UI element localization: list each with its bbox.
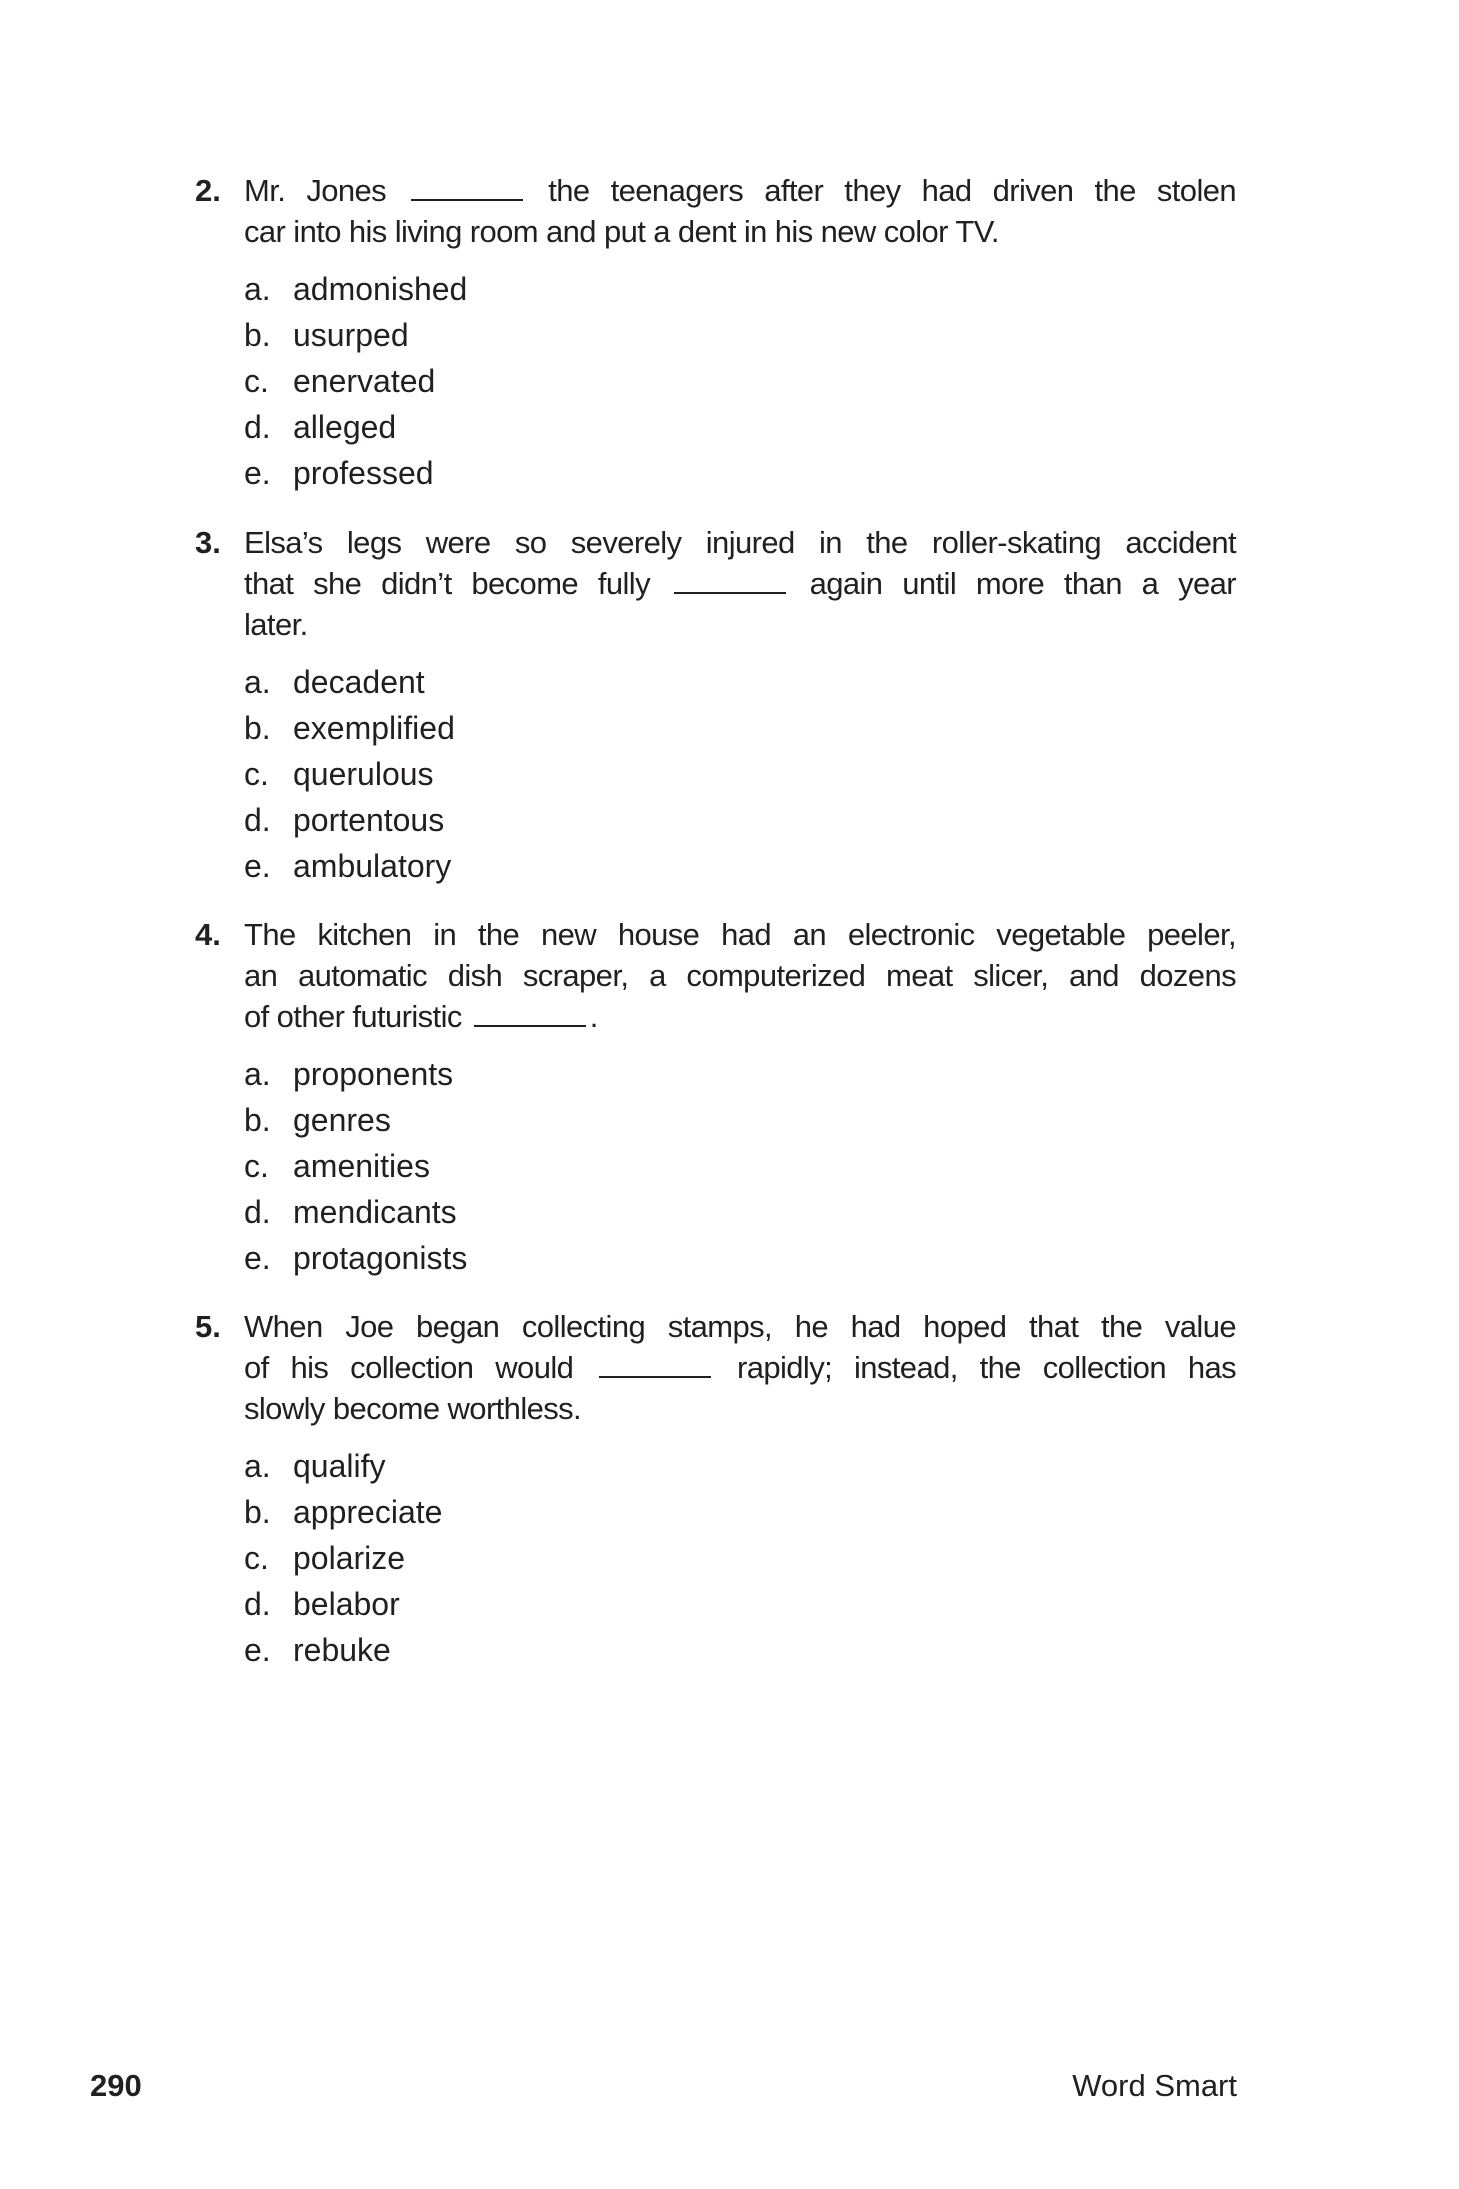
answer-option bbox=[244, 751, 455, 797]
stem-text: an automatic dish scraper, a computerized meat slicer, and dozens bbox=[244, 958, 1236, 993]
option-text: exemplified bbox=[293, 710, 455, 746]
option-label: a. bbox=[244, 1056, 271, 1092]
answer-blank bbox=[474, 999, 586, 1027]
option-label: b. bbox=[244, 1102, 271, 1138]
book-title: Word Smart bbox=[1072, 2068, 1237, 2103]
answer-option bbox=[244, 1627, 442, 1673]
option-label: d. bbox=[244, 1586, 271, 1622]
stem-line bbox=[244, 211, 1236, 252]
question-number: 3. bbox=[195, 525, 221, 560]
question-number: 4. bbox=[195, 917, 221, 952]
option-text: mendicants bbox=[293, 1194, 457, 1230]
answer-blank bbox=[599, 1350, 711, 1378]
answer-option bbox=[244, 1235, 467, 1281]
option-text: enervated bbox=[293, 363, 436, 399]
option-label: c. bbox=[244, 756, 269, 792]
stem-text: again until more than a year bbox=[809, 566, 1236, 601]
answer-option bbox=[244, 266, 467, 312]
stem-line bbox=[244, 1347, 1236, 1388]
answer-option bbox=[244, 1489, 442, 1535]
option-label: e. bbox=[244, 455, 271, 491]
stem-line bbox=[244, 604, 1236, 645]
stem-line bbox=[244, 1306, 1236, 1347]
option-text: proponents bbox=[293, 1056, 454, 1092]
stem-text: Mr. Jones bbox=[244, 173, 387, 208]
question-stem bbox=[244, 1306, 1236, 1429]
answer-options bbox=[244, 1051, 467, 1281]
stem-text: rapidly; instead, the collection has bbox=[736, 1350, 1236, 1385]
page-number: 290 bbox=[90, 2068, 142, 2103]
answer-option bbox=[244, 705, 455, 751]
answer-option bbox=[244, 358, 467, 404]
option-label: c. bbox=[244, 363, 269, 399]
option-label: a. bbox=[244, 1448, 271, 1484]
option-label: e. bbox=[244, 1240, 271, 1276]
option-text: amenities bbox=[293, 1148, 430, 1184]
answer-option bbox=[244, 312, 467, 358]
answer-option bbox=[244, 1443, 442, 1489]
option-text: rebuke bbox=[293, 1632, 391, 1668]
option-text: usurped bbox=[293, 317, 409, 353]
answer-option bbox=[244, 659, 455, 705]
option-label: d. bbox=[244, 802, 271, 838]
stem-line bbox=[244, 996, 1236, 1037]
option-label: e. bbox=[244, 1632, 271, 1668]
option-text: protagonists bbox=[293, 1240, 468, 1276]
option-label: a. bbox=[244, 664, 271, 700]
option-label: e. bbox=[244, 848, 271, 884]
question-number: 5. bbox=[195, 1309, 221, 1344]
question-stem bbox=[244, 914, 1236, 1037]
answer-option bbox=[244, 1051, 467, 1097]
option-label: b. bbox=[244, 710, 271, 746]
stem-text: When Joe began collecting stamps, he had hoped that the value bbox=[244, 1309, 1236, 1344]
stem-line bbox=[244, 1388, 1236, 1429]
option-text: ambulatory bbox=[293, 848, 452, 884]
stem-text: The kitchen in the new house had an electronic vegetable peeler, bbox=[244, 917, 1236, 952]
stem-text: that she didn’t become fully bbox=[244, 566, 650, 601]
answer-blank bbox=[411, 173, 523, 201]
answer-blank bbox=[674, 566, 786, 594]
question-number: 2. bbox=[195, 173, 221, 208]
answer-option bbox=[244, 1535, 442, 1581]
answer-option bbox=[244, 1189, 467, 1235]
question-stem bbox=[244, 170, 1236, 252]
stem-text: of other futuristic bbox=[244, 999, 462, 1034]
option-text: genres bbox=[293, 1102, 391, 1138]
option-text: professed bbox=[293, 455, 434, 491]
option-label: b. bbox=[244, 1494, 271, 1530]
option-label: d. bbox=[244, 409, 271, 445]
stem-line bbox=[244, 563, 1236, 604]
answer-option bbox=[244, 404, 467, 450]
stem-text: car into his living room and put a dent in his new color TV. bbox=[244, 214, 999, 249]
option-label: c. bbox=[244, 1540, 269, 1576]
option-text: decadent bbox=[293, 664, 425, 700]
option-text: alleged bbox=[293, 409, 397, 445]
answer-options bbox=[244, 1443, 442, 1673]
answer-option bbox=[244, 843, 455, 889]
option-label: b. bbox=[244, 317, 271, 353]
option-text: admonished bbox=[293, 271, 468, 307]
stem-line bbox=[244, 522, 1236, 563]
option-text: portentous bbox=[293, 802, 445, 838]
option-label: c. bbox=[244, 1148, 269, 1184]
stem-line bbox=[244, 955, 1236, 996]
stem-text: of his collection would bbox=[244, 1350, 574, 1385]
answer-option bbox=[244, 1097, 467, 1143]
option-text: polarize bbox=[293, 1540, 406, 1576]
option-text: qualify bbox=[293, 1448, 386, 1484]
question-stem bbox=[244, 522, 1236, 645]
option-text: appreciate bbox=[293, 1494, 443, 1530]
option-text: querulous bbox=[293, 756, 434, 792]
stem-line bbox=[244, 914, 1236, 955]
answer-option bbox=[244, 797, 455, 843]
option-label: a. bbox=[244, 271, 271, 307]
answer-options bbox=[244, 266, 467, 496]
option-text: belabor bbox=[293, 1586, 400, 1622]
stem-text: later. bbox=[244, 607, 308, 642]
answer-options bbox=[244, 659, 455, 889]
stem-text: Elsa’s legs were so severely injured in the roller-skating accident bbox=[244, 525, 1236, 560]
stem-text: the teenagers after they had driven the stolen bbox=[548, 173, 1237, 208]
answer-option bbox=[244, 1143, 467, 1189]
stem-text: . bbox=[589, 999, 598, 1034]
option-label: d. bbox=[244, 1194, 271, 1230]
answer-option bbox=[244, 450, 467, 496]
stem-line bbox=[244, 170, 1236, 211]
stem-text: slowly become worthless. bbox=[244, 1391, 582, 1426]
answer-option bbox=[244, 1581, 442, 1627]
